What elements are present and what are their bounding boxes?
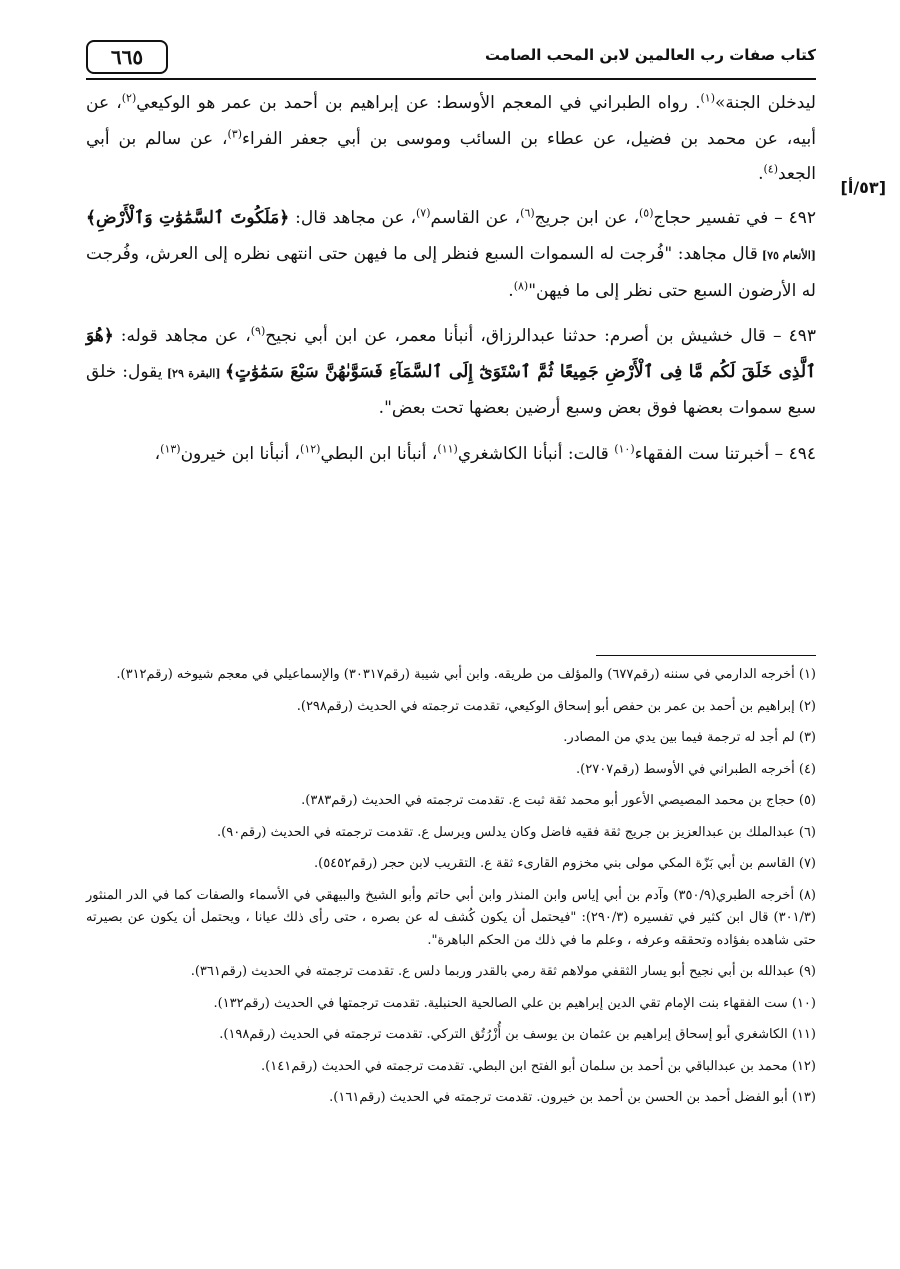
footnote-item: (١٢) محمد بن عبدالباقي بن أحمد بن سلمان أبو الفتح ابن البطي. تقدمت ترجمته في الحديث (رقم١٤١).	[261, 1058, 816, 1074]
footnotes-list	[86, 664, 816, 1119]
footnote-item: (١٠) ست الفقهاء بنت الإمام تقي الدين إبراهيم بن علي الصالحية الحنبلية. تقدمت ترجمتها في الحديث (رقم١٣٢).	[213, 995, 816, 1011]
footnote-marker: (٥)	[638, 205, 654, 219]
text-run: .	[758, 164, 764, 184]
footnote-marker: (٤)	[763, 162, 778, 176]
footnote-marker: (١٣)	[160, 441, 181, 455]
verse-reference: [الأنعام ٧٥]	[757, 249, 816, 262]
text-run: ، أنبأنا ابن البطي	[320, 443, 438, 464]
text-run: قال مجاهد: "فُرجت له السموات السبع فنظر إلى ما فيهن حتى انتهى نظره إلى العرش، وفُرجت له الأرضون السبع حتى نظر إلى ما فيهن"	[86, 244, 816, 301]
text-run: يقول: خلق سبع سموات بعضها فوق بعض وسبع أرضين بعضها تحت بعض".	[86, 361, 816, 418]
footnote-marker: (٨)	[513, 278, 529, 292]
margin-folio-reference: [٥٣/أ]	[840, 178, 886, 197]
footnote-item: (٩) عبدالله بن أبي نجيح أبو يسار الثقفي مولاهم ثقة رمي بالقدر وربما دلس ع. تقدمت ترجمته في الحديث (رقم٣٦١).	[190, 964, 816, 979]
text-run: ٤٩٢ – في تفسير حجاج	[653, 207, 816, 228]
text-run: ٤٩٣ – قال خشيش بن أصرم: حدثنا عبدالرزاق، أنبأنا معمر، عن ابن أبي نجيح	[265, 326, 817, 346]
footnote-separator	[596, 655, 816, 656]
page-header	[86, 40, 816, 74]
text-run: قالت: أنبأنا الكاشغري	[457, 443, 615, 464]
text-run: . رواه الطبراني في المعجم الأوسط: عن إبراهيم بن أحمد بن عمر هو الوكيعي	[136, 93, 701, 113]
text-run: ٤٩٤ – أخبرتنا ست الفقهاء	[634, 443, 816, 464]
paragraph-494	[86, 437, 816, 473]
text-run: ، عن مجاهد قوله:	[113, 326, 251, 346]
header-rule	[86, 78, 816, 80]
verse-reference: [البقرة ٢٩]	[162, 366, 225, 380]
footnote-item: (٣) لم أجد له ترجمة فيما بين يدي من المصادر.	[563, 730, 816, 745]
footnote-item: (٤) أخرجه الطبراني في الأوسط (رقم٢٧٠٧).	[576, 761, 816, 777]
paragraph-continuation	[86, 86, 816, 193]
text-run: ، عن مجاهد قال:	[289, 207, 416, 228]
text-run: ، أنبأنا ابن خيرون	[180, 443, 301, 464]
footnote-marker: (٢)	[121, 91, 137, 105]
text-run: ،	[154, 443, 161, 464]
footnote-item: (١) أخرجه الدارمي في سننه (رقم٦٧٧) والمؤلف من طريقه. وابن أبي شيبة (رقم٣٠٣١٧) والإسماعيلي في معجم شيوخه (رقم٣١٢).	[116, 667, 816, 682]
footnote-item: (٥) حجاج بن محمد المصيصي الأعور أبو محمد ثقة ثبت ع. تقدمت ترجمته في الحديث (رقم٣٨٣).	[301, 793, 816, 808]
text-run: ليدخلن الجنة»	[715, 93, 816, 113]
footnote-item: (١١) الكاشغري أبو إسحاق إبراهيم بن عثمان بن يوسف بن أُزْرُتُق التركي. تقدمت ترجمته في الحديث (رقم١٩٨).	[219, 1027, 816, 1042]
paragraph-493	[86, 319, 816, 427]
footnote-marker: (١٢)	[300, 441, 321, 455]
footnote-marker: (١٠)	[614, 441, 635, 455]
footnote-item: (٨) أخرجه الطبري(٣٥٠/٩) وآدم بن أبي إياس وابن المنذر وابن أبي حاتم وأبو الشيخ والبيهقي في الأسماء والصفات كما في الدر المنثور (٣٠١/٣) قال ابن كثير في تفسيره (٢٩٠/٣): "فيحتمل أن يكون كُشف له عن بصره ، حتى رأى ذلك عيانا ، ويحتمل أن يكون عن بصيرته حتى شاهده بفؤاده وتحققه وعرفه ، وعلم ما في ذلك من الحكم الباهرة".	[86, 887, 816, 948]
main-text	[86, 86, 816, 482]
footnote-marker: (٩)	[250, 324, 266, 338]
footnote-marker: (٧)	[416, 205, 431, 219]
text-run: ، عن سالم بن أبي الجعد	[86, 128, 816, 184]
footnote-item: (٢) إبراهيم بن أحمد بن عمر بن حفص أبو إسحاق الوكيعي، تقدمت ترجمته في الحديث (رقم٢٩٨).	[296, 698, 816, 714]
footnote-marker: (١)	[700, 91, 716, 105]
footnote-item: (١٣) أبو الفضل أحمد بن الحسن بن أحمد بن خيرون. تقدمت ترجمته في الحديث (رقم١٦١).	[329, 1090, 816, 1105]
text-run: ، عن ابن جريج	[534, 207, 639, 228]
page-number: ٦٦٥	[86, 40, 168, 74]
running-title: كتاب صفات رب العالمين لابن المحب الصامت	[485, 46, 816, 64]
text-run: ، عن أبيه، عن محمد بن فضيل، عن عطاء بن السائب وموسى بن أبي جعفر الفراء	[86, 93, 816, 149]
paragraph-492	[86, 201, 816, 310]
footnote-marker: (٣)	[227, 126, 243, 140]
quran-verse: ﴿مَلَكُوتَ ٱلسَّمَٰوَٰتِ وَٱلْأَرْضِ﴾	[86, 207, 290, 228]
quran-verse: ﴿هُوَ ٱلَّذِى خَلَقَ لَكُم مَّا فِى ٱلْأَرْضِ جَمِيعًا ثُمَّ ٱسْتَوَىٰٓ إِلَى ٱلسَّمَآءِ فَسَوَّىٰهُنَّ سَبْعَ سَمَٰوَٰتٍ﴾	[86, 326, 816, 382]
footnote-item: (٧) القاسم بن أبي بَزّة المكي مولى بني مخزوم القارىء ثقة ع. التقريب لابن حجر (رقم٥٤٥٢).	[313, 856, 816, 871]
footnote-marker: (١١)	[437, 441, 458, 455]
text-run: ، عن القاسم	[430, 207, 521, 228]
text-run: .	[508, 280, 514, 301]
footnote-item: (٦) عبدالملك بن عبدالعزيز بن جريج ثقة فقيه فاضل وكان يدلس ويرسل ع. تقدمت ترجمته في الحديث (رقم٩٠).	[217, 824, 816, 840]
footnote-marker: (٦)	[520, 205, 535, 219]
